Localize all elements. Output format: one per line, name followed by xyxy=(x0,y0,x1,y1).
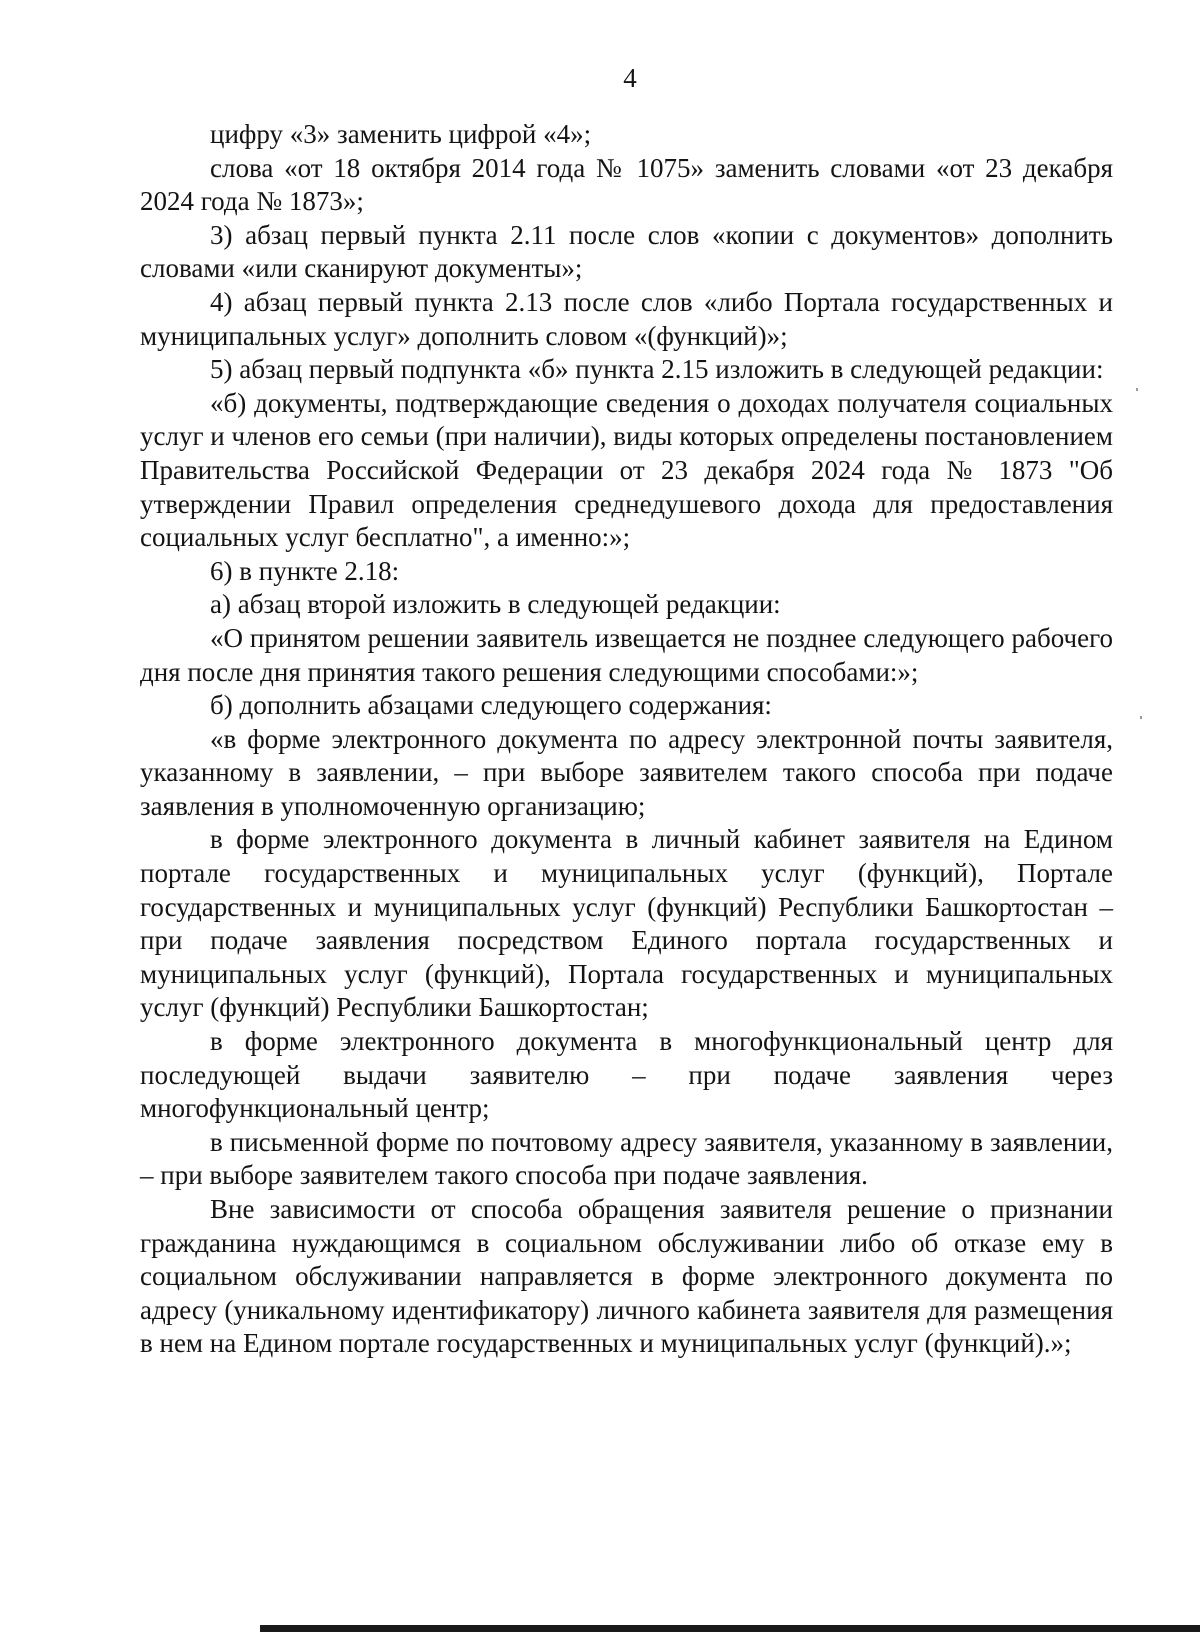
scan-artifact xyxy=(1136,388,1138,391)
paragraph-4: 4) абзац первый пункта 2.13 после слов «либо Портала государственных и муниципальных услуг» дополнить словом «(функций)»; xyxy=(140,286,1113,351)
paragraph-2: слова «от 18 октября 2014 года № 1075» заменить словами «от 23 декабря 2024 года № 1873»; xyxy=(140,152,1113,217)
paragraph-9: «О принятом решении заявитель извещается не позднее следующего рабочего дня после дня принятия такого решения следующими способами:»; xyxy=(140,622,1113,687)
scan-bottom-edge xyxy=(260,1625,1200,1632)
paragraph-7: 6) в пункте 2.18: xyxy=(210,555,400,586)
paragraph-10: б) дополнить абзацами следующего содержания: xyxy=(210,690,772,721)
document-body xyxy=(140,118,1113,1361)
paragraph-1: цифру «3» заменить цифрой «4»; xyxy=(210,119,592,149)
paragraph-8: а) абзац второй изложить в следующей редакции: xyxy=(210,589,781,620)
paragraph-14: в письменной форме по почтовому адресу заявителя, указанному в заявлении, – при выборе заявителем такого способа при подаче заявления. xyxy=(140,1126,1113,1191)
paragraph-3: 3) абзац первый пункта 2.11 после слов «копии с документов» дополнить словами «или сканируют документы»; xyxy=(140,219,1113,284)
paragraph-13: в форме электронного документа в многофункциональный центр для последующей выдачи заявителю – при подаче заявления через многофункциональный центр; xyxy=(140,1026,1113,1124)
paragraph-6: «б) документы, подтверждающие сведения о доходах получателя социальных услуг и членов его семьи (при наличии), виды которых определены постановлением Правительства Российской Федерации от 23 декабря 2024 года № 1873 "Об утверждении Правил определения среднедушевого дохода для предоставления социальных услуг бесплатно", а именно:»; xyxy=(140,387,1113,553)
scan-artifact xyxy=(1140,716,1142,719)
paragraph-11: «в форме электронного документа по адресу электронной почты заявителя, указанному в заявлении, – при выборе заявителем такого способа при подаче заявления в уполномоченную организацию; xyxy=(140,723,1113,821)
paragraph-15: Вне зависимости от способа обращения заявителя решение о признании гражданина нуждающимся в социальном обслуживании либо об отказе ему в социальном обслуживании направляется в форме электронного документа по адресу (уникальному идентификатору) личного кабинета заявителя для размещения в нем на Едином портале государственных и муниципальных услуг (функций).»; xyxy=(140,1194,1113,1359)
page-number: 4 xyxy=(623,63,637,93)
paragraph-12: в форме электронного документа в личный кабинет заявителя на Едином портале государственных и муниципальных услуг (функций), Портале государственных и муниципальных услуг (функций) Республики Башкортостан – при подаче заявления посредством Единого портала государственных и муниципальных услуг (функций), Портала государственных и муниципальных услуг (функций) Республики Башкортостан; xyxy=(140,824,1113,1023)
paragraph-5: 5) абзац первый подпункта «б» пункта 2.15 изложить в следующей редакции: xyxy=(210,354,1104,385)
